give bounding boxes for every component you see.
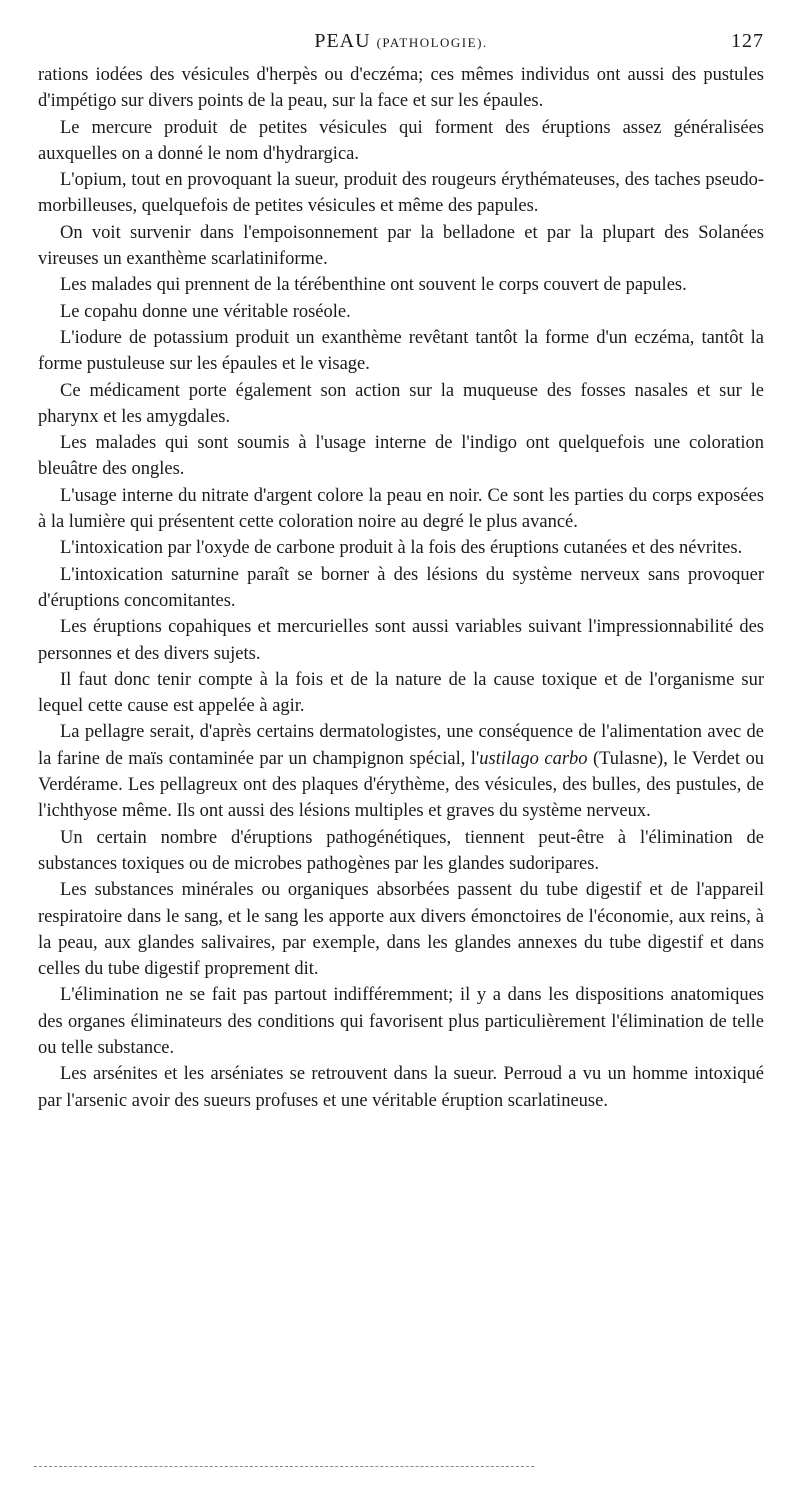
running-title xyxy=(38,30,764,53)
page xyxy=(38,30,764,1114)
paragraph-text: La pellagre serait, d'après certains dermatologistes, une conséquence de l'alimentation avec de la farine de maïs contaminée par un champignon spécial, l' xyxy=(38,722,764,769)
page-number: 127 xyxy=(731,30,764,52)
running-title-main: PEAU xyxy=(314,30,371,52)
running-header xyxy=(38,30,764,62)
paragraph: Les éruptions copahiques et mercurielles sont aussi variables suivant l'impressionnabilité des personnes et des divers sujets. xyxy=(38,617,764,664)
footer-rule xyxy=(34,1466,534,1467)
paragraph: rations iodées des vésicules d'herpès ou d'eczéma; ces mêmes individus ont aussi des pustules d'impétigo sur divers points de la peau, sur la face et sur les épaules. xyxy=(38,65,764,112)
paragraph: Ce médicament porte également son action sur la muqueuse des fosses nasales et sur le pharynx et les amygdales. xyxy=(38,380,764,427)
body-text xyxy=(38,62,764,1114)
paragraph: Les malades qui prennent de la térébenthine ont souvent le corps couvert de papules. xyxy=(60,275,687,296)
paragraph-text: (Tulasne), le Verdet ou Verdérame. Les pellagreux ont des plaques d'érythème, des vésicules, des bulles, des pustules, de l'ichthyose même. Ils ont aussi des lésions multiples et graves du système nerveux. xyxy=(38,748,764,822)
paragraph: Il faut donc tenir compte à la fois et de la nature de la cause toxique et de l'organisme sur lequel cette cause est appelée à agir. xyxy=(38,669,764,717)
paragraph: L'iodure de potassium produit un exanthème revêtant tantôt la forme d'un eczéma, tantôt la forme pustuleuse sur les épaules et le visage. xyxy=(38,327,764,375)
paragraph: Les arsénites et les arséniates se retrouvent dans la sueur. Perroud a vu un homme intoxiqué par l'arsenic avoir des sueurs profuses et une véritable éruption scarlatineuse. xyxy=(38,1064,764,1111)
paragraph: L'intoxication par l'oxyde de carbone produit à la fois des éruptions cutanées et des névrites. xyxy=(60,538,743,559)
species-name: ustilago carbo xyxy=(479,748,588,769)
paragraph: On voit survenir dans l'empoisonnement par la belladone et par la plupart des Solanées vireuses un exanthème scarlatiniforme. xyxy=(38,222,764,270)
paragraph: Les malades qui sont soumis à l'usage interne de l'indigo ont quelquefois une coloration bleuâtre des ongles. xyxy=(38,433,764,480)
paragraph: L'opium, tout en provoquant la sueur, produit des rougeurs érythémateuses, des taches pseudo-morbilleuses, quelquefois de petites vésicules et même des papules. xyxy=(38,170,764,217)
paragraph: Les substances minérales ou organiques absorbées passent du tube digestif et de l'appareil respiratoire dans le sang, et le sang les apporte aux divers émonctoires de l'économie, aux reins, à la peau, aux glandes salivaires, par exemple, dans les glandes annexes du tube digestif et dans celles du tube digestif proprement dit. xyxy=(38,880,764,980)
paragraph: Le copahu donne une véritable roséole. xyxy=(60,301,351,322)
paragraph: Un certain nombre d'éruptions pathogénétiques, tiennent peut-être à l'élimination de substances toxiques ou de microbes pathogènes par les glandes sudoripares. xyxy=(38,827,764,874)
paragraph: L'intoxication saturnine paraît se borner à des lésions du système nerveux sans provoquer d'éruptions concomitantes. xyxy=(38,564,764,611)
running-title-subtitle: (PATHOLOGIE). xyxy=(376,35,488,50)
paragraph: L'usage interne du nitrate d'argent colore la peau en noir. Ce sont les parties du corps exposées à la lumière qui présentent cette coloration noire au degré le plus avancé. xyxy=(38,485,764,533)
paragraph-pellagre xyxy=(38,719,764,824)
paragraph: Le mercure produit de petites vésicules qui forment des éruptions assez généralisées auxquelles on a donné le nom d'hydrargica. xyxy=(38,117,764,164)
paragraph: L'élimination ne se fait pas partout indifféremment; il y a dans les dispositions anatomiques des organes éliminateurs des conditions qui favorisent plus particulièrement l'élimination de telle ou telle substance. xyxy=(38,985,764,1058)
